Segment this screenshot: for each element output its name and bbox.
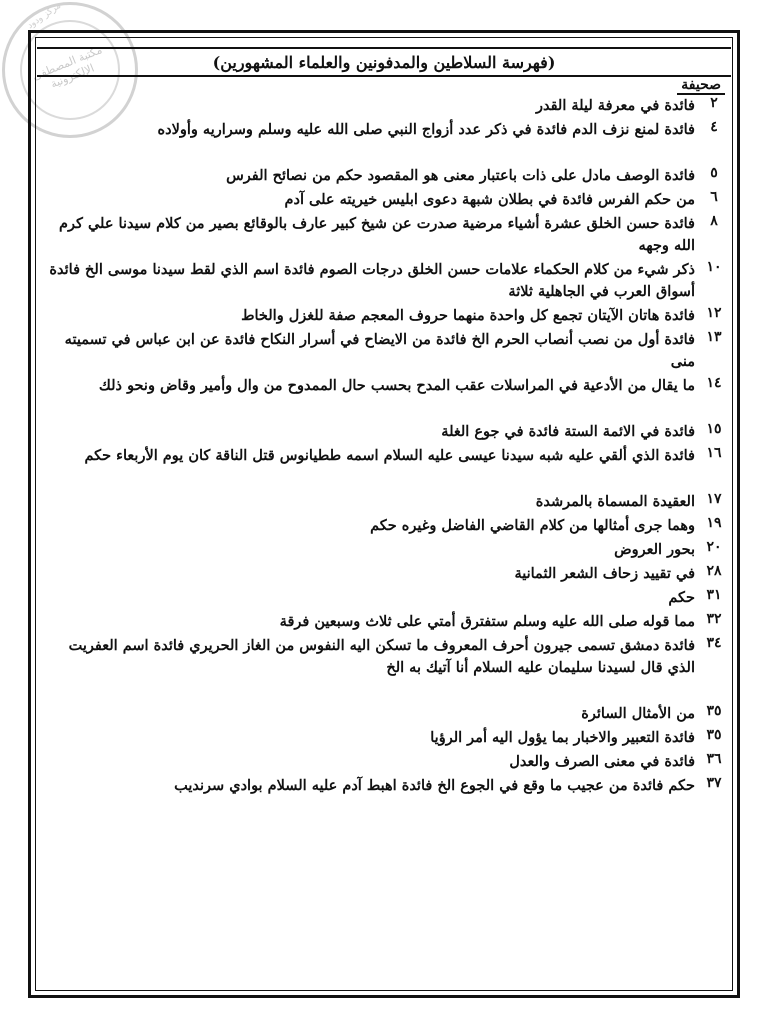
entry-text: العقيدة المسماة بالمرشدة	[535, 493, 695, 510]
entry-text: وهما جرى أمثالها من كلام القاضي الفاضل وغيره حكم	[370, 517, 695, 534]
entry-text: ذكر شيء من كلام الحكماء علامات حسن الخلق درجات الصوم فائدة اسم الذي لقط سيدنا موسى الخ فائدة أسواق العرب في الجاهلية ثلاثة	[49, 261, 695, 300]
entry-page-number: ٣١	[706, 587, 722, 603]
entry-page-number: ١٦	[706, 445, 722, 461]
index-entry	[39, 95, 729, 117]
entry-page-number: ١٢	[706, 305, 722, 321]
entry-page-number: ٣٤	[706, 635, 722, 651]
entry-text: من الأمثال السائرة	[581, 705, 695, 722]
entry-page-number: ٢٠	[706, 539, 722, 555]
index-entry	[39, 421, 729, 443]
entry-text: فائدة الذي ألقي عليه شبه سيدنا عيسى عليه السلام اسمه ططيانوس قتل الناقة كان يوم الأربعاء حكم	[84, 447, 695, 464]
entry-page-number: ١٥	[706, 421, 722, 437]
entry-page-number: ١٤	[706, 375, 722, 391]
index-entry	[39, 563, 729, 585]
entry-page-number: ٣٥	[706, 703, 722, 719]
entry-text: فائدة حسن الخلق عشرة أشياء مرضية صدرت عن شيخ كبير عارف بالوقائع بصير من كلام سيدنا علي كرم الله وجهه	[59, 215, 695, 254]
index-entry	[39, 491, 729, 513]
entry-text: فائدة في الائمة الستة فائدة في جوع الغلة	[441, 423, 695, 440]
index-entry	[39, 775, 729, 819]
index-entry	[39, 635, 729, 701]
index-entry	[39, 587, 729, 609]
entry-text: مما قوله صلى الله عليه وسلم ستفترق أمتي على ثلاث وسبعين فرقة	[279, 613, 695, 630]
entry-text: فائدة في معرفة ليلة القدر	[535, 97, 695, 114]
page-title: (فهرسة السلاطين والمدفونين والعلماء المشهورين)	[37, 47, 731, 77]
entry-page-number: ٣٧	[706, 775, 722, 791]
entry-page-number: ٤	[710, 119, 718, 135]
entry-page-number: ١٣	[706, 329, 722, 345]
stamp-ring-text: مركز ودود	[25, 0, 63, 32]
entry-text: فائدة في معنى الصرف والعدل	[509, 753, 695, 770]
entry-page-number: ٢٨	[706, 563, 722, 579]
entry-page-number: ١٩	[706, 515, 722, 531]
entry-text: بحور العروض	[614, 541, 695, 558]
entry-page-number: ٣٦	[706, 751, 722, 767]
index-entry	[39, 703, 729, 725]
entry-page-number: ٨	[710, 213, 718, 229]
page-frame	[28, 30, 740, 998]
index-entry	[39, 213, 729, 257]
entry-text: فائدة أول من نصب أنصاب الحرم الخ فائدة من الايضاح في أسرار النكاح فائدة عن ابن عباس في تسميته منى	[64, 331, 695, 370]
index-entry	[39, 727, 729, 749]
index-entry	[39, 611, 729, 633]
entry-text: فائدة لمنع نزف الدم فائدة في ذكر عدد أزواج النبي صلى الله عليه وسلم وسراريه وأولاده	[157, 121, 695, 138]
entry-text: حكم فائدة من عجيب ما وقع في الجوع الخ فائدة اهبط آدم عليه السلام بوادي سرنديب	[174, 777, 695, 794]
entry-text: فائدة دمشق تسمى جيرون أحرف المعروف ما تسكن اليه النفوس من الغاز الحريري فائدة اسم العفريت الذي قال لسيدنا سليمان عليه السلام أنا آتيك به الخ	[68, 637, 695, 676]
index-entry	[39, 329, 729, 373]
entry-page-number: ٦	[710, 189, 718, 205]
entry-text: فائدة التعبير والاخبار بما يؤول اليه أمر الرؤيا	[430, 729, 695, 746]
entry-page-number: ٢	[710, 95, 718, 111]
entry-text: حكم	[668, 589, 695, 606]
index-entry	[39, 539, 729, 561]
entry-text: فائدة الوصف مادل على ذات باعتبار معنى هو المقصود حكم من نصائح الفرس	[226, 167, 695, 184]
entry-page-number: ٥	[710, 165, 718, 181]
entry-text: في تقييد زحاف الشعر الثمانية	[514, 565, 695, 582]
index-entries	[39, 95, 729, 991]
entry-page-number: ١٠	[706, 259, 722, 275]
entry-text: فائدة هاتان الآيتان تجمع كل واحدة منهما حروف المعجم صفة للغزل والخاط	[241, 307, 695, 324]
index-entry	[39, 189, 729, 211]
index-entry	[39, 165, 729, 187]
index-entry	[39, 305, 729, 327]
index-entry	[39, 375, 729, 419]
index-entry	[39, 445, 729, 489]
entry-page-number: ١٧	[706, 491, 722, 507]
entry-text: من حكم الفرس فائدة في بطلان شبهة دعوى ابليس خيريته على آدم	[284, 191, 695, 208]
index-entry	[39, 259, 729, 303]
index-entry	[39, 751, 729, 773]
index-entry	[39, 119, 729, 163]
index-entry	[39, 515, 729, 537]
entry-text: ما يقال من الأدعية في المراسلات عقب المدح بحسب حال الممدوح من وال وأمير وقاض ونحو ذلك	[98, 377, 695, 394]
entry-page-number: ٣٢	[706, 611, 722, 627]
column-header: صحيفة	[677, 77, 725, 95]
entry-page-number: ٣٥	[706, 727, 722, 743]
stamp-center-text: مكتبة المصطفى الإلكترونية	[30, 43, 105, 91]
